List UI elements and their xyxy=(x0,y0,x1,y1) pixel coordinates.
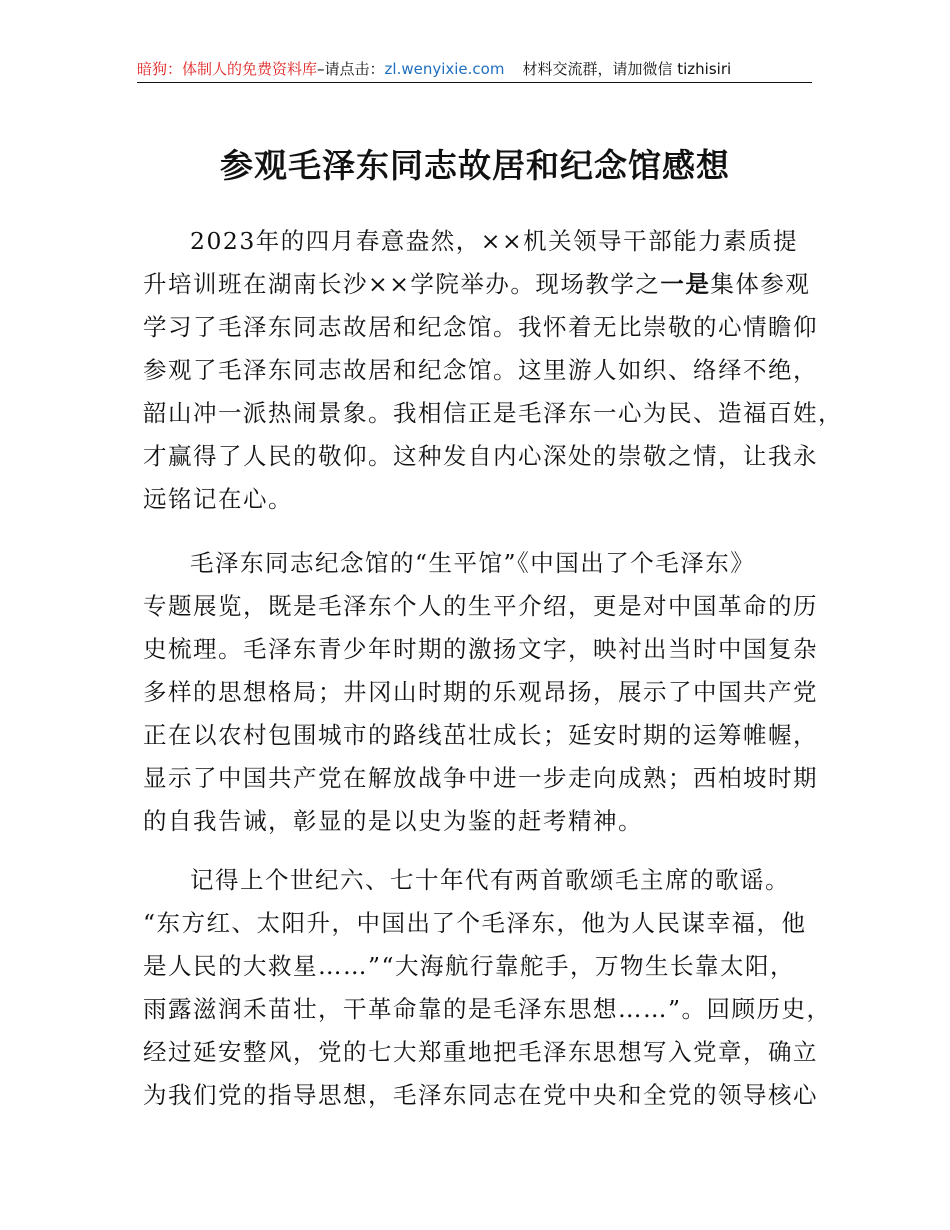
paragraph-line: 远铭记在心。 xyxy=(143,485,293,513)
document-title: 参观毛泽东同志故居和纪念馆感想 xyxy=(220,146,730,185)
paragraph-line: 参观了毛泽东同志故居和纪念馆。这里游人如织、络绎不绝， xyxy=(143,356,818,384)
promo-group-text: 材料交流群，请加微信 tizhisiri xyxy=(522,60,732,78)
paragraph-line xyxy=(143,269,810,299)
paragraph-line: 正在以农村包围城市的路线茁壮成长；延安时期的运筹帷幄， xyxy=(143,721,818,749)
paragraph-line: 毛泽东同志纪念馆的“生平馆”《中国出了个毛泽东》 xyxy=(190,549,756,577)
paragraph-line: 显示了中国共产党在解放战争中进一步走向成熟；西柏坡时期 xyxy=(143,764,818,792)
promo-click-label: –请点击： xyxy=(317,60,385,78)
paragraph-line: 2023年的四月春意盎然，××机关领导干部能力素质提 xyxy=(190,227,799,255)
paragraph-line: 经过延安整风，党的七大郑重地把毛泽东思想写入党章，确立 xyxy=(143,1038,818,1066)
paragraph-line: 专题展览，既是毛泽东个人的生平介绍，更是对中国革命的历 xyxy=(143,592,818,620)
paragraph-line: 记得上个世纪六、七十年代有两首歌颂毛主席的歌谣。 xyxy=(190,866,790,894)
promo-link[interactable]: zl.wenyixie.com xyxy=(384,60,505,78)
text-segment: 升培训班在湖南长沙××学院举办。现场教学之 xyxy=(143,270,661,298)
paragraph-line: 学习了毛泽东同志故居和纪念馆。我怀着无比崇敬的心情瞻仰 xyxy=(143,313,818,341)
paragraph-line: 多样的思想格局；井冈山时期的乐观昂扬，展示了中国共产党 xyxy=(143,678,818,706)
bold-emphasis: 一是 xyxy=(660,270,711,298)
text-segment: 集体参观 xyxy=(710,270,811,298)
paragraph-line: 的自我告诫，彰显的是以史为鉴的赶考精神。 xyxy=(143,807,643,835)
paragraph-line: 为我们党的指导思想，毛泽东同志在党中央和全党的领导核心 xyxy=(143,1081,818,1109)
promo-text: 暗狗：体制人的免费资料库 xyxy=(137,60,318,78)
paragraph-line: 才赢得了人民的敬仰。这种发自内心深处的崇敬之情，让我永 xyxy=(143,442,818,470)
paragraph-line: 是人民的大救星……”“大海航行靠舵手，万物生长靠太阳， xyxy=(143,952,796,980)
page-header xyxy=(137,58,812,79)
paragraph-line: 史梳理。毛泽东青少年时期的激扬文字，映衬出当时中国复杂 xyxy=(143,635,818,663)
paragraph-line: 韶山冲一派热闹景象。我相信正是毛泽东一心为民、造福百姓， xyxy=(143,399,843,427)
header-divider xyxy=(137,82,812,83)
paragraph-line: “东方红、太阳升，中国出了个毛泽东，他为人民谋幸福，他 xyxy=(143,909,807,937)
paragraph-line: 雨露滋润禾苗壮，干革命靠的是毛泽东思想……”。回顾历史， xyxy=(143,995,832,1023)
